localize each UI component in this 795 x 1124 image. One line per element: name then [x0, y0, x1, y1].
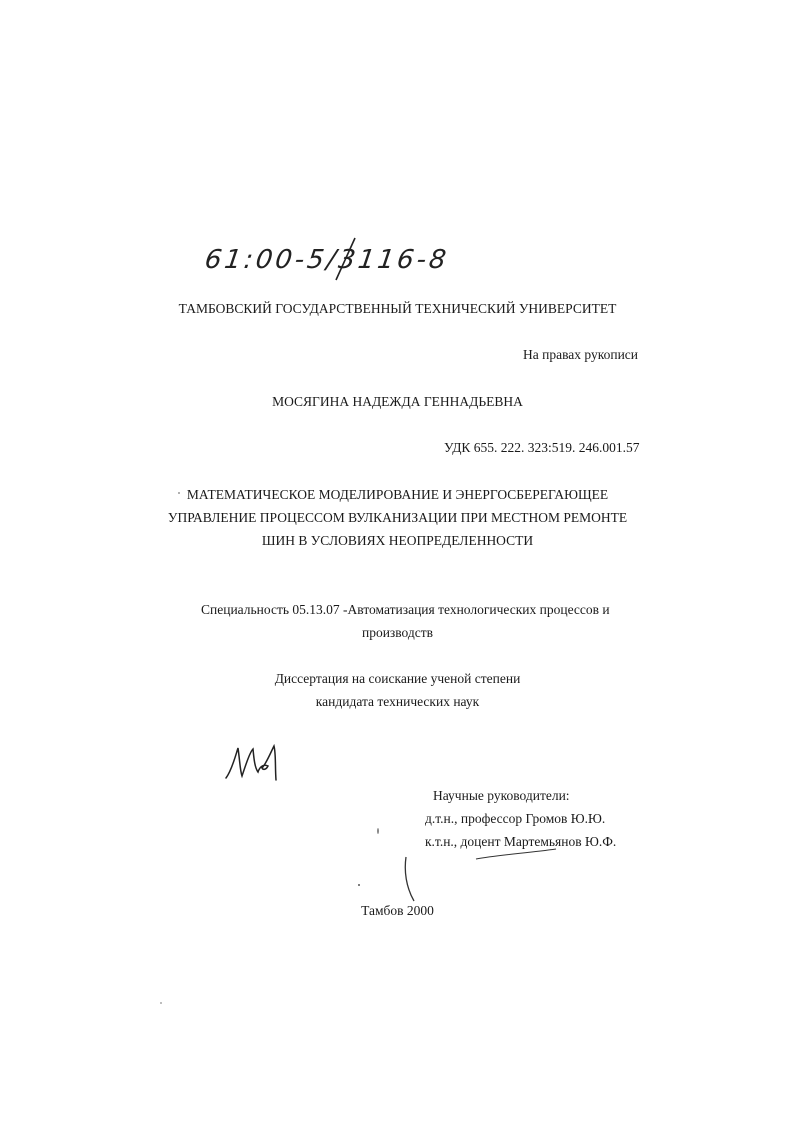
title-line-2: УПРАВЛЕНИЕ ПРОЦЕССОМ ВУЛКАНИЗАЦИИ ПРИ МЕСТНОМ РЕМОНТЕ	[167, 510, 628, 525]
title-line-3: ШИН В УСЛОВИЯХ НЕОПРЕДЕЛЕННОСТИ	[261, 533, 534, 548]
degree-line-1: Диссертация на соискание ученой степени	[274, 671, 521, 686]
scan-speck	[377, 828, 379, 834]
author-name: МОСЯГИНА НАДЕЖДА ГЕННАДЬЕВНА	[272, 394, 523, 409]
supervisors-heading: Научные руководители:	[433, 788, 570, 803]
scan-speck	[160, 1002, 162, 1004]
supervisor-1: д.т.н., профессор Громов Ю.Ю.	[425, 811, 606, 826]
scan-speck	[178, 492, 180, 494]
place-and-year: Тамбов 2000	[361, 903, 434, 918]
handwritten-archive-code	[203, 232, 463, 284]
supervisor-2: к.т.н., доцент Мартемьянов Ю.Ф.	[425, 834, 617, 849]
university-name: ТАМБОВСКИЙ ГОСУДАРСТВЕННЫЙ ТЕХНИЧЕСКИЙ УНИВЕРСИТЕТ	[178, 301, 617, 316]
specialty-line-2: производств	[361, 625, 434, 640]
archive-code-text: 61:00-5/3116-8	[203, 245, 451, 275]
scan-speck	[358, 884, 360, 886]
degree-line-2: кандидата технических наук	[315, 694, 480, 709]
author-signature	[222, 740, 284, 788]
manuscript-rights: На правах рукописи	[523, 347, 639, 362]
supervisor-signature	[398, 835, 568, 905]
specialty-line-1: Специальность 05.13.07 -Автоматизация технологических процессов и	[201, 602, 610, 617]
udk-code: УДК 655. 222. 323:519. 246.001.57	[444, 440, 640, 455]
title-line-1: МАТЕМАТИЧЕСКОЕ МОДЕЛИРОВАНИЕ И ЭНЕРГОСБЕРЕГАЮЩЕЕ	[186, 487, 609, 502]
